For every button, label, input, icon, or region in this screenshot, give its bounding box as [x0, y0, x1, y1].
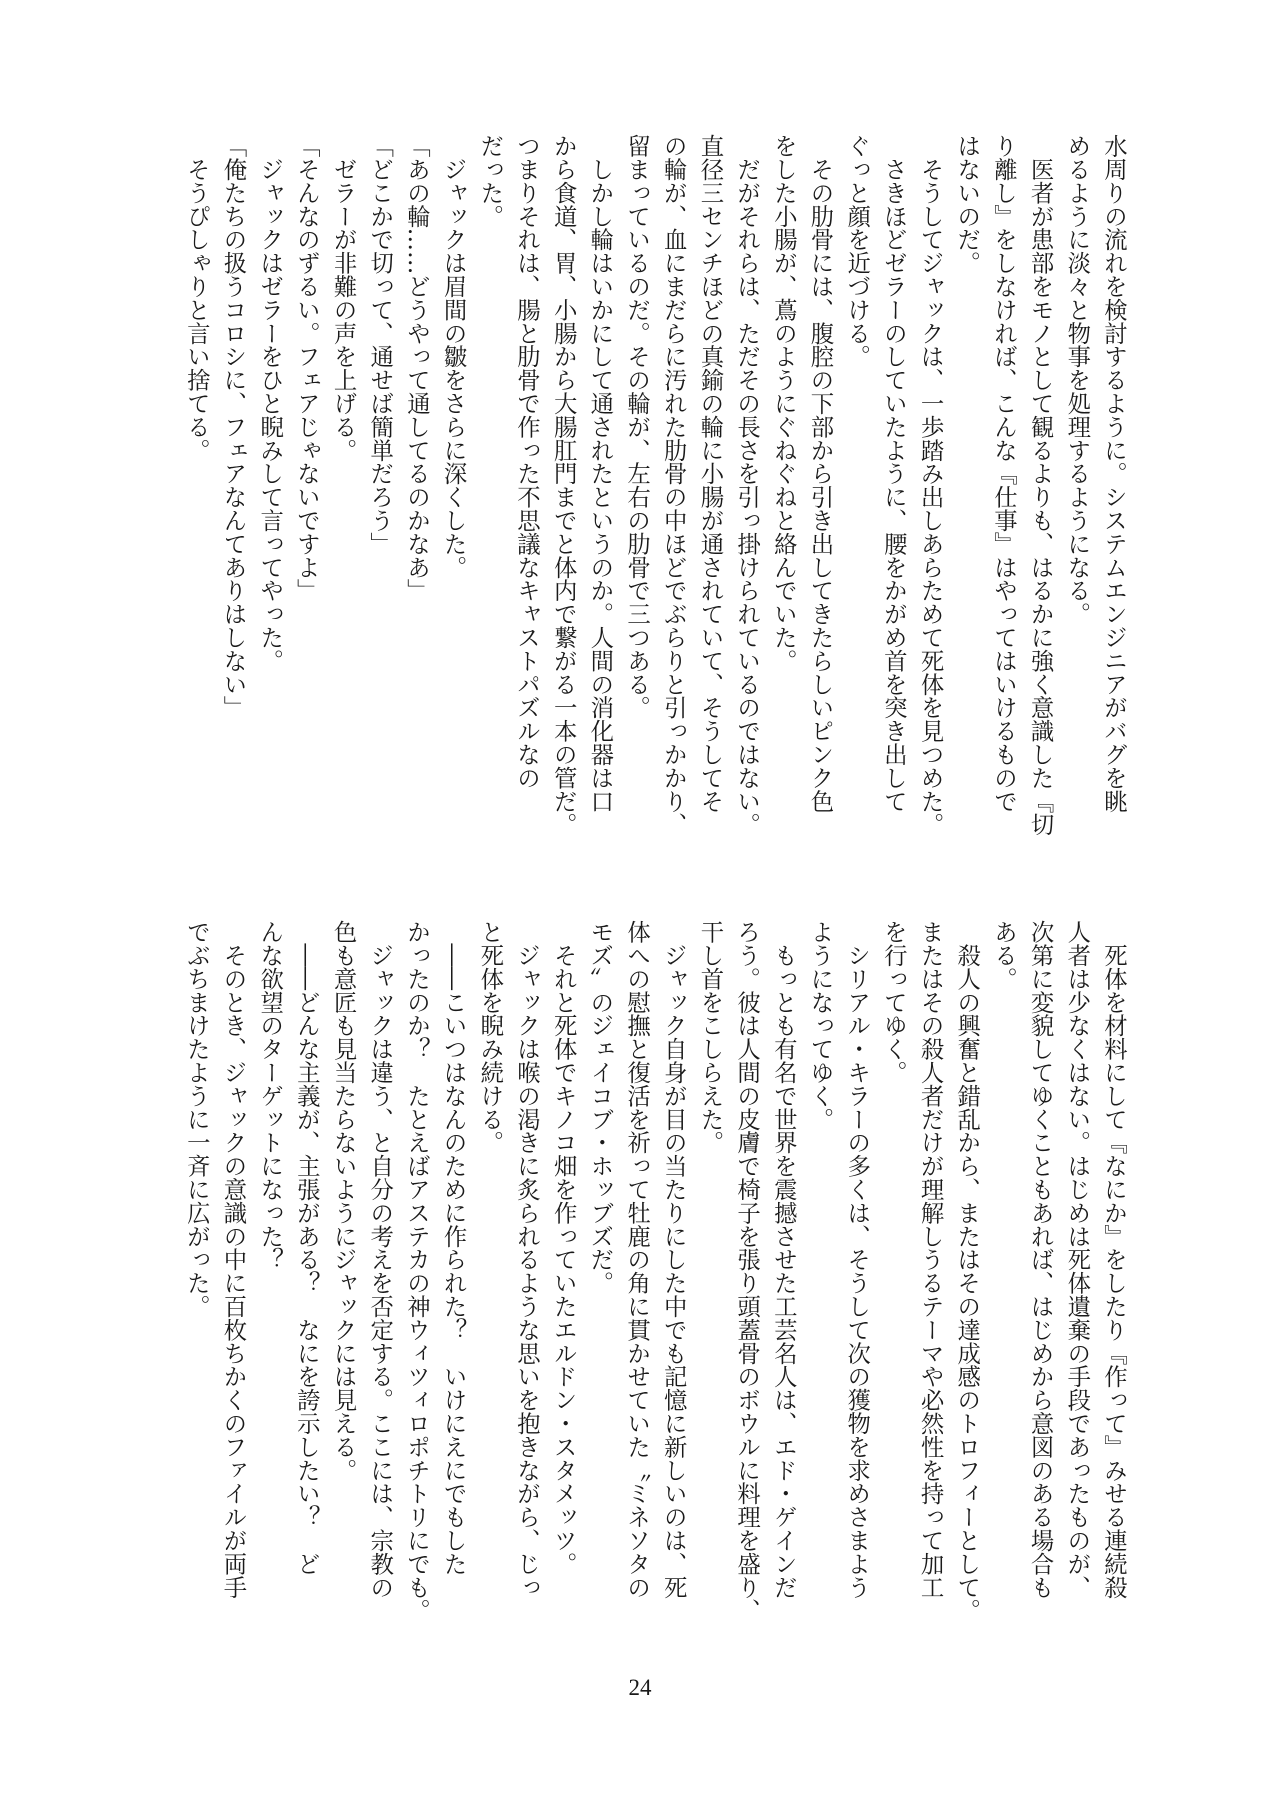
- text-line: 留まっているのだ。その輪が、左右の肋骨で三つある。: [623, 134, 652, 719]
- text-line: 色も意匠も見当たらないようにジャックには見える。: [329, 920, 358, 1482]
- text-line: 水周りの流れを検討するように。システムエンジニアがバグを眺: [1100, 134, 1128, 813]
- text-line: そうぴしゃりと言い捨てる。: [182, 134, 211, 462]
- text-line: 医者が患部をモノとして観るよりも、はるかに強く意識した『切: [1026, 134, 1055, 836]
- text-line: またはその殺人者だけが理解しうるテーマや必然性を持って加工: [916, 920, 945, 1599]
- upper-text-block: [172, 134, 1132, 844]
- text-line: シリアル・キラーの多くは、そうして次の獲物を求めさまよう: [843, 920, 872, 1599]
- text-line: 直径三センチほどの真鍮の輪に小腸が通されていて、そうしてそ: [696, 134, 725, 813]
- text-line: ――どんな主義が、主張がある？ なにを誇示したい？ ど: [292, 920, 321, 1576]
- text-line: ある。: [989, 920, 1018, 991]
- text-line: ろう。彼は人間の皮膚で椅子を張り頭蓋骨のボウルに料理を盛り、: [733, 920, 762, 1622]
- text-line: もっとも有名で世界を震撼させた工芸名人は、エド・ゲインだ: [769, 920, 798, 1599]
- text-line: 「どこかで切って、通せば簡単だろう」: [366, 134, 395, 556]
- text-line: だった。: [476, 134, 505, 228]
- text-line: 次第に変貌してゆくこともあれば、はじめから意図のある場合も: [1026, 920, 1055, 1599]
- text-line: ジャックは喉の渇きに炙られるような思いを抱きながら、じっ: [513, 920, 541, 1599]
- text-line: の輪が、血にまだらに汚れた肋骨の中ほどでぶらりと引っかかり、: [659, 134, 688, 836]
- text-line: その肋骨には、腹腔の下部から引き出してきたらしいピンク色: [806, 134, 835, 813]
- text-line: しかし輪はいかにして通されたというのか。人間の消化器は口: [586, 134, 615, 813]
- text-line: を行ってゆく。: [879, 920, 908, 1084]
- text-line: ぐっと顔を近づける。: [843, 134, 872, 368]
- text-line: ようになってゆく。: [806, 920, 835, 1131]
- text-line: はないのだ。: [953, 134, 982, 275]
- text-line: ――こいつはなんのために作られた？ いけにえにでもした: [439, 920, 468, 1576]
- text-line: かったのか？ たとえばアステカの神ウィツィロポチトリにでも。: [402, 920, 431, 1622]
- text-line: 「あの輪……どうやって通してるのかなあ」: [402, 134, 431, 602]
- text-line: 死体を材料にして『なにか』をしたり『作って』みせる連続殺: [1100, 920, 1128, 1599]
- text-line: それと死体でキノコ畑を作っていたエルドン・スタメッツ。: [549, 920, 578, 1576]
- page-number: 24: [628, 1675, 652, 1700]
- text-line: から食道、胃、小腸から大腸肛門までと体内で繋がる一本の管だ。: [549, 134, 578, 836]
- text-line: だがそれらは、ただその長さを引っ掛けられているのではない。: [733, 134, 762, 836]
- text-line: り離し』をしなければ、こんな『仕事』はやってはいけるもので: [989, 134, 1018, 813]
- text-line: ジャック自身が目の当たりにした中でも記憶に新しいのは、死: [659, 920, 688, 1599]
- text-line: つまりそれは、腸と肋骨で作った不思議なキャストパズルなの: [513, 134, 541, 790]
- text-line: そうしてジャックは、一歩踏み出しあらためて死体を見つめた。: [916, 134, 945, 836]
- text-line: 干し首をこしらえた。: [696, 920, 725, 1154]
- text-line: ゼラーが非難の声を上げる。: [329, 134, 358, 462]
- text-line: 「そんなのずるい。フェアじゃないですよ」: [292, 134, 321, 602]
- text-line: ジャックは違う、と自分の考えを否定する。ここには、宗教の: [366, 920, 395, 1599]
- text-line: でぶちまけたように一斉に広がった。: [182, 920, 211, 1318]
- text-line: 体への慰撫と復活を祈って牡鹿の角に貫かせていた〝ミネソタの: [623, 920, 652, 1599]
- text-line: めるように淡々と物事を処理するようになる。: [1063, 134, 1092, 626]
- text-line: さきほどゼラーのしていたように、腰をかがめ首を突き出して: [879, 134, 908, 813]
- text-line: ジャックはゼラーをひと睨みして言ってやった。: [256, 134, 285, 673]
- text-line: をした小腸が、蔦のようにぐねぐねと絡んでいた。: [769, 134, 798, 673]
- text-line: んな欲望のターゲットになった？: [256, 920, 285, 1271]
- lower-text-block: [172, 920, 1132, 1630]
- text-line: 「俺たちの扱うコロシに、フェアなんてありはしない」: [219, 134, 248, 719]
- text-line: ジャックは眉間の皺をさらに深くした。: [439, 134, 468, 579]
- text-line: と死体を睨み続ける。: [476, 920, 505, 1154]
- text-line: モズ〟のジェイコブ・ホッブズだ。: [586, 920, 615, 1295]
- text-line: そのとき、ジャックの意識の中に百枚ちかくのファイルが両手: [219, 920, 248, 1599]
- text-line: 殺人の興奮と錯乱から、またはその達成感のトロフィーとして。: [953, 920, 982, 1622]
- text-line: 人者は少なくはない。はじめは死体遺棄の手段であったものが、: [1063, 920, 1092, 1599]
